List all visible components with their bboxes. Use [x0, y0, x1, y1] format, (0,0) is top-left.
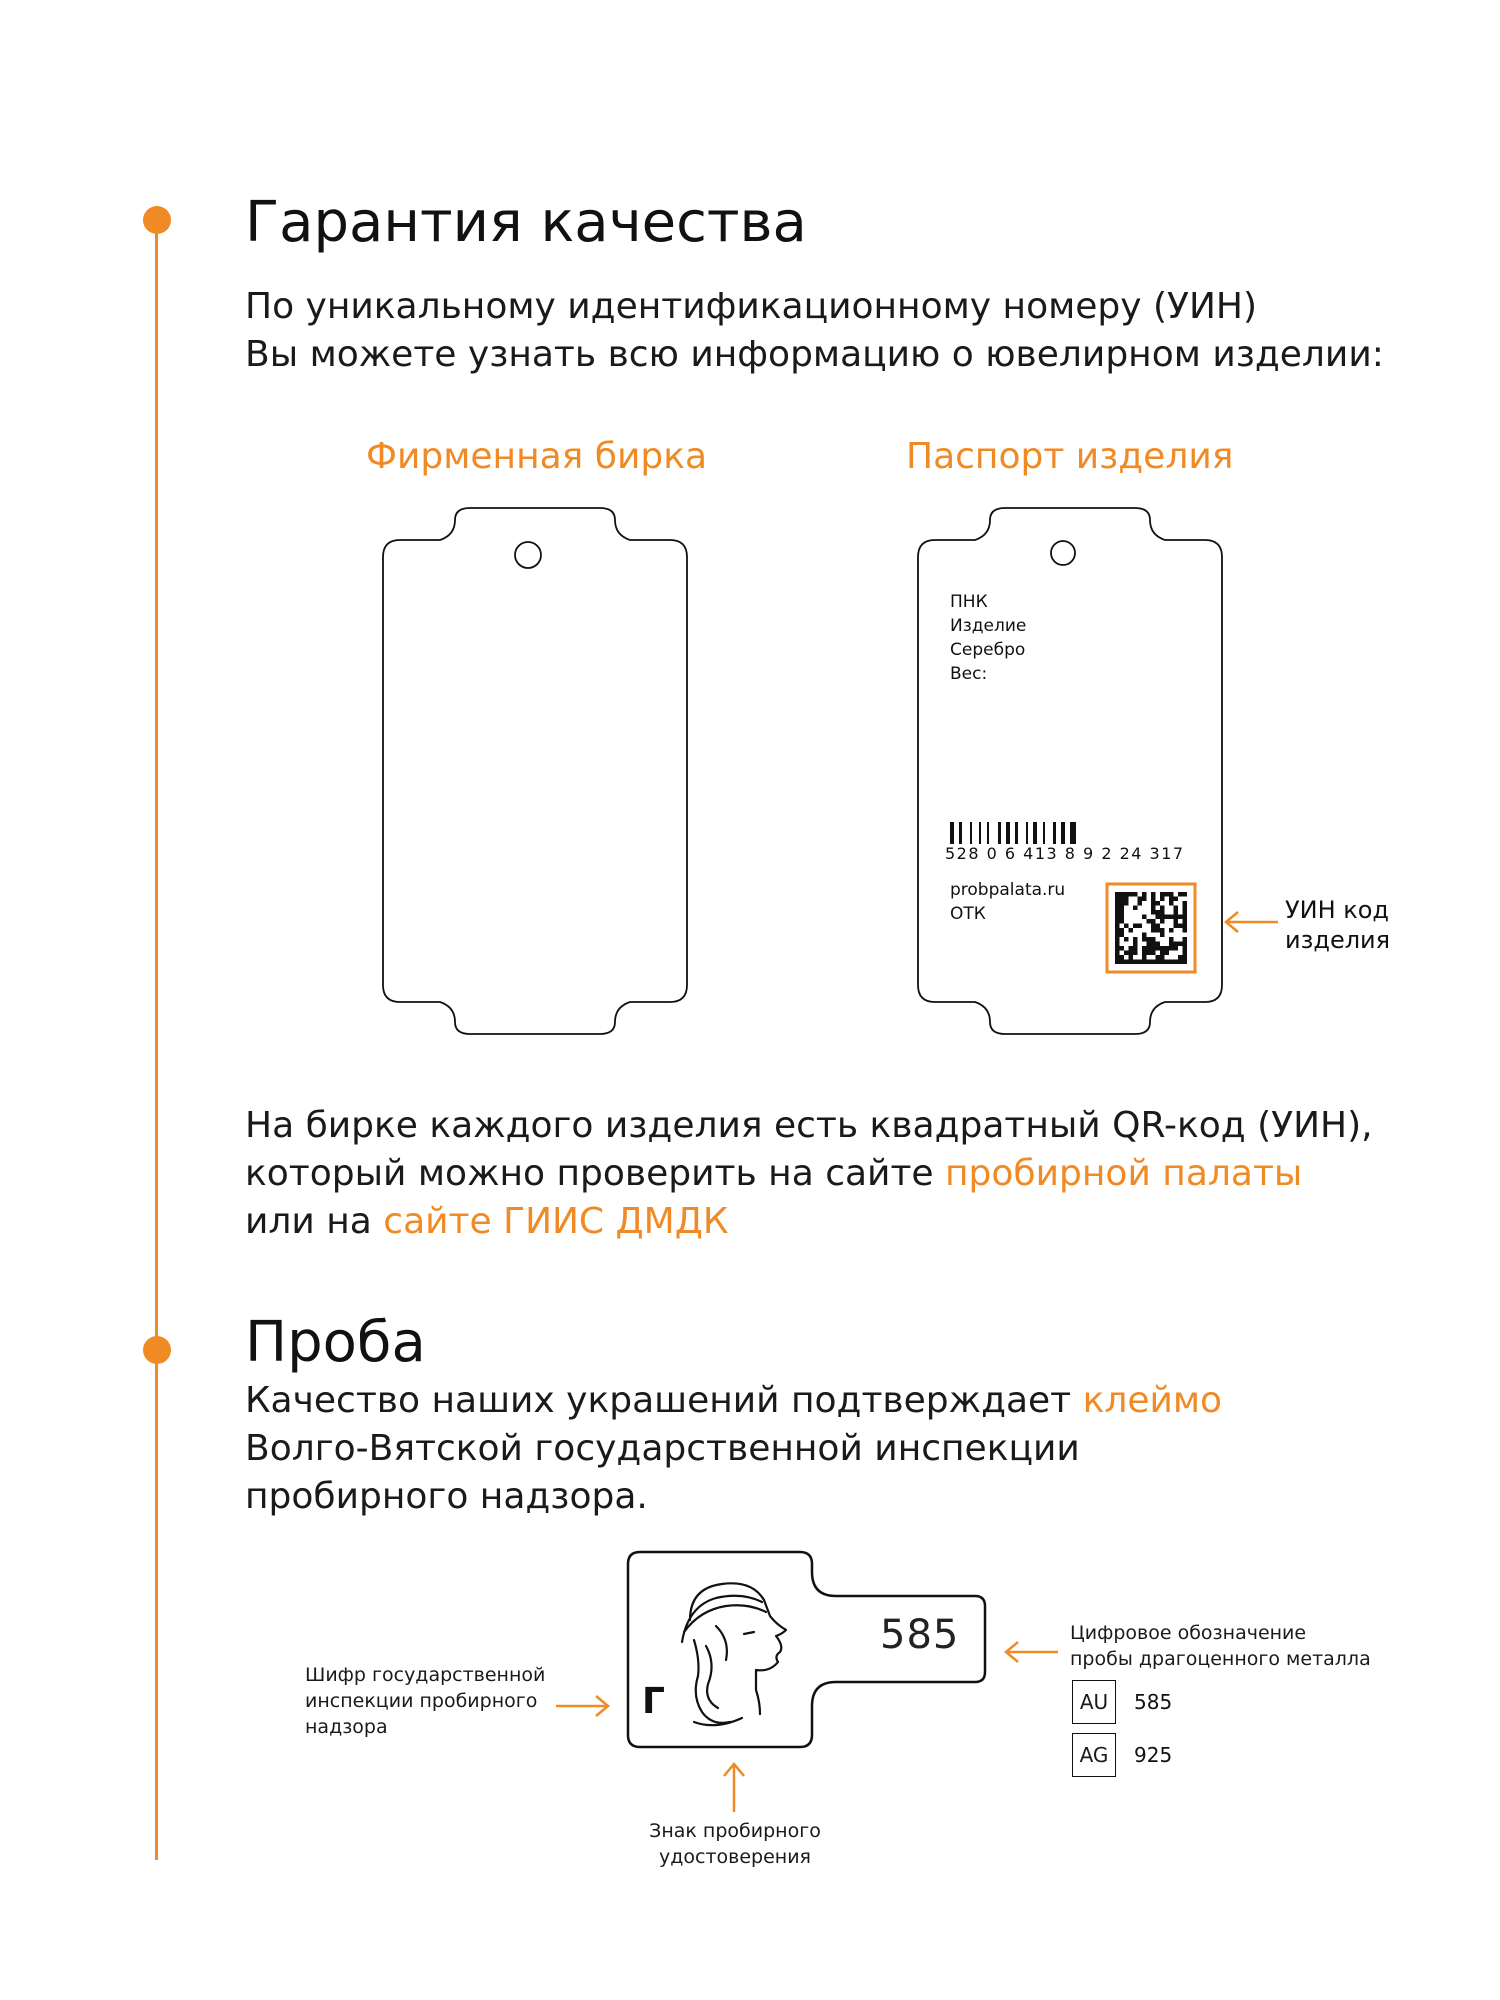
assay-office-link[interactable]: пробирной палаты: [945, 1153, 1303, 1194]
qr-cell: [1115, 955, 1120, 960]
qr-cell: [1160, 960, 1165, 965]
qr-cell: [1151, 946, 1156, 951]
qr-cell: [1129, 955, 1134, 960]
qr-cell: [1120, 892, 1125, 897]
qr-cell: [1151, 897, 1156, 902]
qr-cell: [1156, 901, 1161, 906]
qr-cell: [1124, 924, 1129, 929]
qr-cell: [1160, 915, 1165, 920]
qr-cell: [1120, 955, 1125, 960]
qr-cell: [1174, 910, 1179, 915]
barcode-bar: [998, 822, 1001, 844]
qr-cell: [1115, 906, 1120, 911]
qr-cell: [1169, 942, 1174, 947]
qr-cell: [1129, 928, 1134, 933]
qr-cell: [1160, 946, 1165, 951]
qr-cell: [1138, 901, 1143, 906]
brand-tag-label: Фирменная бирка: [366, 436, 708, 477]
qr-cell: [1129, 892, 1134, 897]
passport-otk: ОТК: [950, 904, 986, 924]
qr-cell: [1183, 946, 1188, 951]
qr-cell: [1115, 915, 1120, 920]
proba-title: Проба: [245, 1310, 426, 1375]
qr-cell: [1160, 955, 1165, 960]
qr-code: [1107, 884, 1195, 972]
qr-cell: [1142, 960, 1147, 965]
uin-label: [1285, 895, 1390, 955]
qr-cell: [1174, 942, 1179, 947]
qr-cell: [1133, 937, 1138, 942]
qr-cell: [1160, 906, 1165, 911]
qr-cell: [1174, 924, 1179, 929]
passport-line-item: Изделие: [950, 616, 1027, 636]
qr-cell: [1174, 906, 1179, 911]
qr-cell: [1174, 915, 1179, 920]
qr-cell: [1115, 924, 1120, 929]
qr-cell: [1147, 960, 1152, 965]
qr-cell: [1115, 901, 1120, 906]
qr-cell: [1120, 933, 1125, 938]
barcode-bar: [1026, 822, 1028, 844]
qr-cell: [1151, 919, 1156, 924]
qr-cell: [1151, 951, 1156, 956]
qr-cell: [1156, 924, 1161, 929]
qr-cell: [1120, 919, 1125, 924]
qr-cell: [1183, 928, 1188, 933]
qr-cell: [1115, 910, 1120, 915]
qr-cell: [1183, 910, 1188, 915]
qr-cell: [1124, 937, 1129, 942]
qr-cell: [1142, 933, 1147, 938]
passport-label: Паспорт изделия: [906, 436, 1234, 477]
qr-cell: [1178, 892, 1183, 897]
barcode-bar: [1053, 822, 1056, 844]
qr-cell: [1160, 933, 1165, 938]
metal-symbol-au: AU: [1072, 1680, 1116, 1724]
qr-cell: [1124, 897, 1129, 902]
qr-cell: [1115, 946, 1120, 951]
barcode-bar: [1070, 822, 1076, 844]
qr-cell: [1133, 892, 1138, 897]
qr-cell: [1183, 892, 1188, 897]
qr-cell: [1124, 951, 1129, 956]
proba-line3: пробирного надзора.: [245, 1476, 648, 1517]
proba-line2: Волго-Вятской государственной инспекции: [245, 1428, 1080, 1469]
qr-cell: [1156, 946, 1161, 951]
qr-cell: [1156, 928, 1161, 933]
qr-cell: [1178, 942, 1183, 947]
qr-cell: [1169, 897, 1174, 902]
qr-cell: [1183, 960, 1188, 965]
passport-line-pnk: ПНК: [950, 592, 988, 612]
qr-cell: [1138, 960, 1143, 965]
qr-info-line3-text: или на: [245, 1201, 384, 1242]
barcode-bar: [1015, 822, 1018, 844]
passport-tag: [918, 508, 1222, 1034]
qr-cell: [1178, 915, 1183, 920]
qr-cell: [1124, 960, 1129, 965]
passport-line-metal: Серебро: [950, 640, 1026, 660]
qr-cell: [1183, 951, 1188, 956]
barcode-bar: [1061, 822, 1065, 844]
qr-cell: [1169, 928, 1174, 933]
barcode-bar: [1033, 822, 1037, 844]
qr-cell: [1151, 906, 1156, 911]
qr-cell: [1133, 960, 1138, 965]
qr-cell: [1151, 924, 1156, 929]
qr-cell: [1120, 928, 1125, 933]
qr-cell: [1174, 960, 1179, 965]
qr-cell: [1156, 942, 1161, 947]
giis-dmdk-link[interactable]: сайте ГИИС ДМДК: [383, 1201, 729, 1242]
barcode-bar: [950, 822, 954, 844]
qr-cell: [1147, 942, 1152, 947]
qr-cell: [1183, 937, 1188, 942]
stamp-arrow-left: [556, 1696, 608, 1716]
barcode-bar: [1043, 822, 1045, 844]
qr-cell: [1147, 919, 1152, 924]
qr-cell: [1147, 946, 1152, 951]
qr-cell: [1133, 946, 1138, 951]
qr-cell: [1120, 915, 1125, 920]
qr-cell: [1142, 946, 1147, 951]
qr-cell: [1142, 937, 1147, 942]
qr-info-line2-text: который можно проверить на сайте: [245, 1153, 946, 1194]
qr-cell: [1183, 919, 1188, 924]
barcode: [950, 822, 1076, 844]
qr-cell: [1160, 910, 1165, 915]
qr-cell: [1156, 910, 1161, 915]
qr-cell: [1160, 919, 1165, 924]
qr-cell: [1183, 906, 1188, 911]
right-caption: [1070, 1620, 1371, 1672]
left-caption-line1: Шифр государственной: [305, 1664, 546, 1686]
passport-site: probpalata.ru: [950, 880, 1066, 900]
qr-cell: [1115, 919, 1120, 924]
qr-cell: [1115, 960, 1120, 965]
qr-cell: [1129, 951, 1134, 956]
qr-cell: [1151, 942, 1156, 947]
qr-info-line2: [245, 1150, 1302, 1198]
left-caption-line3: надзора: [305, 1716, 388, 1738]
qr-cell: [1115, 933, 1120, 938]
qr-cell: [1183, 924, 1188, 929]
qr-cell: [1133, 924, 1138, 929]
qr-cell: [1151, 910, 1156, 915]
uin-label-line2: изделия: [1285, 926, 1391, 954]
qr-cell: [1183, 915, 1188, 920]
qr-cell: [1169, 892, 1174, 897]
qr-cell: [1129, 960, 1134, 965]
qr-info-line1: На бирке каждого изделия есть квадратный QR-код (УИН),: [245, 1105, 1373, 1146]
goddess-profile-icon: [682, 1583, 786, 1725]
qr-cell: [1165, 960, 1170, 965]
qr-cell: [1165, 946, 1170, 951]
quality-intro-line2: Вы можете узнать всю информацию о ювелирном изделии:: [245, 334, 1384, 375]
left-caption: [305, 1662, 545, 1740]
right-caption-line2: пробы драгоценного металла: [1070, 1648, 1371, 1670]
qr-cell: [1165, 951, 1170, 956]
qr-cell: [1160, 928, 1165, 933]
qr-cell: [1115, 928, 1120, 933]
proba-line1-text: Качество наших украшений подтверждает: [245, 1380, 1083, 1421]
qr-cell: [1174, 897, 1179, 902]
qr-cell: [1142, 915, 1147, 920]
qr-cell: [1133, 906, 1138, 911]
qr-cell: [1151, 960, 1156, 965]
barcode-bar: [987, 822, 989, 844]
metal-value-ag: 925: [1134, 1743, 1173, 1767]
barcode-bar: [970, 822, 972, 844]
brand-tag: [383, 508, 687, 1034]
hallmark-link[interactable]: клеймо: [1082, 1380, 1223, 1421]
qr-cell: [1160, 951, 1165, 956]
qr-cell: [1120, 897, 1125, 902]
qr-cell: [1169, 937, 1174, 942]
quality-intro-line1: По уникальному идентификационному номеру (УИН): [245, 286, 1258, 327]
qr-cell: [1160, 892, 1165, 897]
qr-cell: [1133, 942, 1138, 947]
barcode-bar: [1006, 822, 1010, 844]
qr-cell: [1178, 955, 1183, 960]
qr-cell: [1142, 951, 1147, 956]
left-caption-line2: инспекции пробирного: [305, 1690, 538, 1712]
qr-cell: [1138, 897, 1143, 902]
qr-cell: [1165, 892, 1170, 897]
qr-cell: [1138, 924, 1143, 929]
qr-cell: [1124, 892, 1129, 897]
metal-symbol-ag: AG: [1072, 1733, 1116, 1777]
qr-cell: [1142, 955, 1147, 960]
qr-cell: [1120, 901, 1125, 906]
qr-cell: [1147, 937, 1152, 942]
bottom-caption-line1: Знак пробирного: [649, 1820, 821, 1842]
qr-cell: [1147, 951, 1152, 956]
qr-cell: [1120, 906, 1125, 911]
qr-cell: [1169, 915, 1174, 920]
qr-cell: [1160, 897, 1165, 902]
uin-arrow: [1226, 912, 1278, 932]
qr-cell: [1183, 942, 1188, 947]
qr-cell: [1120, 946, 1125, 951]
right-caption-line1: Цифровое обозначение: [1070, 1622, 1307, 1644]
qr-cell: [1156, 955, 1161, 960]
qr-cell: [1174, 946, 1179, 951]
bottom-caption-line2: удостоверения: [659, 1846, 811, 1868]
qr-cell: [1129, 946, 1134, 951]
quality-title: Гарантия качества: [245, 190, 807, 255]
barcode-digits: 528 0 6 413 8 9 2 24 317: [945, 844, 1185, 863]
qr-cell: [1151, 901, 1156, 906]
qr-cell: [1165, 915, 1170, 920]
qr-cell: [1156, 915, 1161, 920]
stamp-arrow-bottom: [724, 1764, 744, 1812]
stamp-letter: Г: [642, 1681, 665, 1722]
stamp-number: 585: [880, 1612, 960, 1658]
stamp-arrow-right: [1006, 1642, 1058, 1662]
qr-cell: [1183, 955, 1188, 960]
proba-line1: [245, 1377, 1222, 1425]
qr-cell: [1142, 892, 1147, 897]
qr-cell: [1169, 960, 1174, 965]
qr-cell: [1178, 960, 1183, 965]
qr-cell: [1174, 919, 1179, 924]
qr-cell: [1151, 892, 1156, 897]
qr-info-line3: [245, 1198, 728, 1246]
metal-value-au: 585: [1134, 1690, 1173, 1714]
uin-label-line1: УИН код: [1285, 896, 1390, 924]
barcode-bar: [979, 822, 981, 844]
qr-cell: [1115, 951, 1120, 956]
qr-cell: [1124, 901, 1129, 906]
qr-cell: [1178, 924, 1183, 929]
qr-cell: [1183, 901, 1188, 906]
qr-cell: [1151, 928, 1156, 933]
qr-cell: [1156, 960, 1161, 965]
qr-cell: [1115, 897, 1120, 902]
qr-cell: [1115, 937, 1120, 942]
qr-cell: [1142, 897, 1147, 902]
bottom-caption: [640, 1818, 830, 1870]
qr-cell: [1120, 910, 1125, 915]
qr-cell: [1120, 960, 1125, 965]
qr-cell: [1151, 937, 1156, 942]
barcode-bar: [959, 822, 962, 844]
qr-cell: [1169, 946, 1174, 951]
qr-cell: [1133, 951, 1138, 956]
qr-cell: [1169, 901, 1174, 906]
qr-cell: [1115, 942, 1120, 947]
qr-cell: [1115, 892, 1120, 897]
passport-line-weight: Вес:: [950, 664, 988, 684]
